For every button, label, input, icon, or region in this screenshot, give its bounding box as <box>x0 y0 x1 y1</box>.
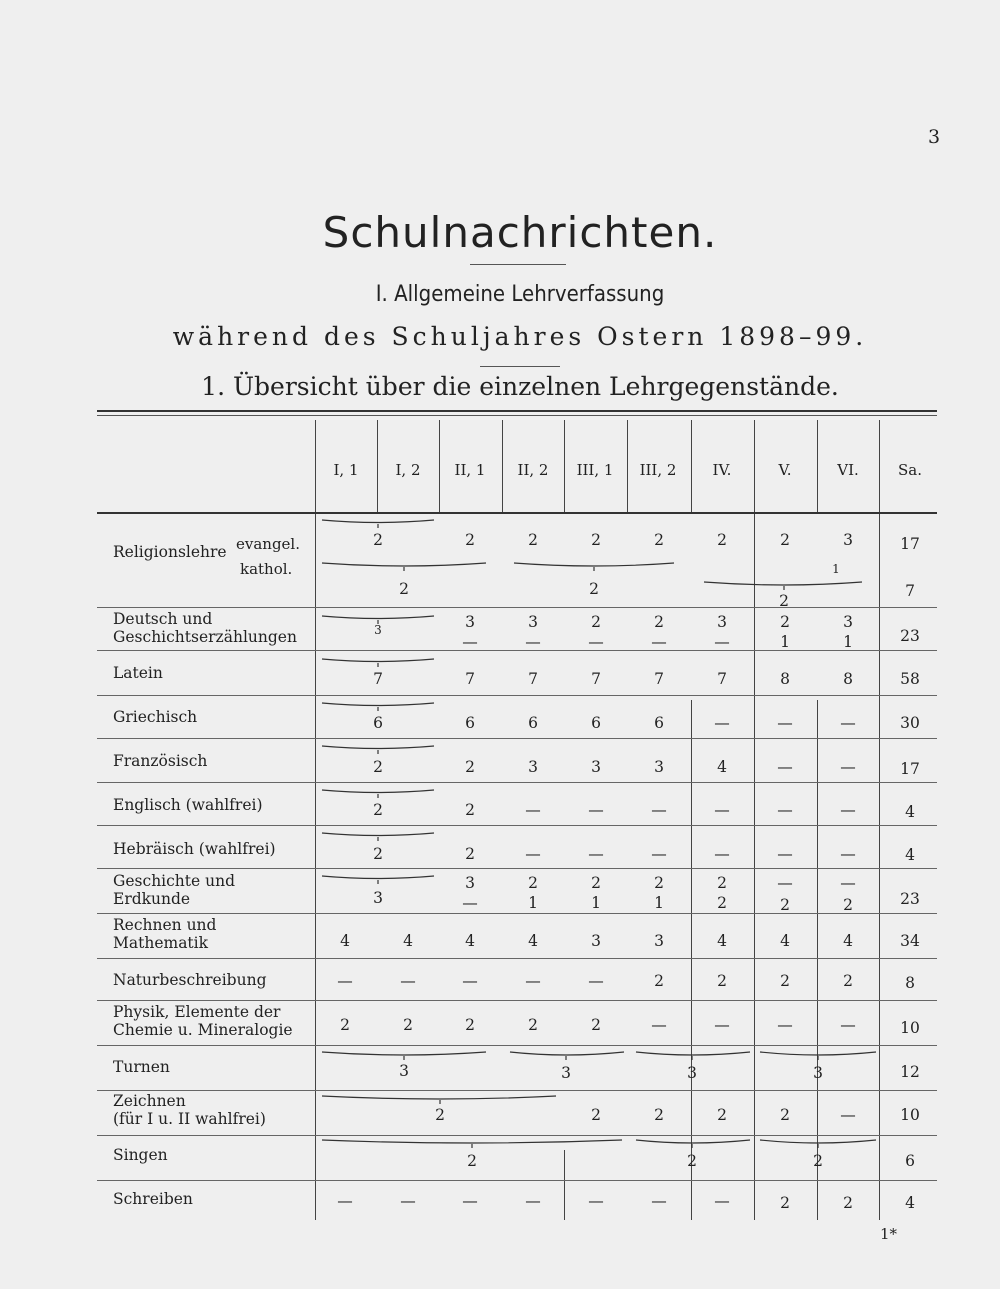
cell: 6 <box>591 714 601 732</box>
cell: 2 <box>717 1106 727 1124</box>
cell: 2 <box>717 531 727 549</box>
cell: 2 <box>780 1106 790 1124</box>
cell: 3 <box>717 613 727 631</box>
cell: — <box>714 1016 730 1034</box>
cell: — <box>651 1016 667 1034</box>
row-sublabel-evangel: evangel. <box>236 535 300 553</box>
cell: 2 <box>465 845 475 863</box>
cell: 2 <box>779 592 789 610</box>
row-sum: 23 <box>900 890 920 908</box>
cell: 3 <box>465 613 475 631</box>
cell: — <box>777 758 793 776</box>
cell: — <box>651 801 667 819</box>
cell: 2 <box>843 1194 853 1212</box>
cell: 3 <box>843 613 853 631</box>
cell: 3 <box>399 1062 409 1080</box>
cell: 2 <box>373 801 383 819</box>
cell: — <box>588 633 604 651</box>
cell: 1 <box>654 894 664 912</box>
row-label: Schreiben <box>113 1190 193 1208</box>
cell: 7 <box>591 670 601 688</box>
cell: 2 <box>528 874 538 892</box>
cell: 2 <box>528 1016 538 1034</box>
row-label: Zeichnen (für I u. II wahlfrei) <box>113 1092 266 1128</box>
cell: — <box>840 714 856 732</box>
cell: 4 <box>340 932 350 950</box>
cell: 4 <box>403 932 413 950</box>
subsection-heading: während des Schuljahres Ostern 1898–99. <box>172 322 868 351</box>
cell: — <box>714 845 730 863</box>
cell: — <box>588 845 604 863</box>
row-sum: 34 <box>900 932 920 950</box>
cell: 3 <box>813 1064 823 1082</box>
cell: 3 <box>843 531 853 549</box>
cell: 2 <box>373 845 383 863</box>
cell: 3 <box>528 613 538 631</box>
row-label: Französisch <box>113 752 208 770</box>
cell: 8 <box>780 670 790 688</box>
cell: 3 <box>654 932 664 950</box>
cell: 2 <box>843 896 853 914</box>
col-header: VI. <box>837 461 859 479</box>
cell: 2 <box>780 1194 790 1212</box>
cell: 1 <box>780 633 790 651</box>
cell: — <box>525 972 541 990</box>
cell: 2 <box>591 613 601 631</box>
cell: — <box>777 845 793 863</box>
row-sum: 4 <box>905 846 915 864</box>
cell: 4 <box>465 932 475 950</box>
cell: 7 <box>528 670 538 688</box>
cell: — <box>777 874 793 892</box>
cell: 2 <box>589 580 599 598</box>
cell: 2 <box>780 896 790 914</box>
cell: 2 <box>717 894 727 912</box>
cell: 2 <box>465 758 475 776</box>
cell: 4 <box>780 932 790 950</box>
cell: 1 <box>832 562 840 576</box>
cell: 2 <box>465 531 475 549</box>
row-sum: 12 <box>900 1063 920 1081</box>
row-label: Singen <box>113 1146 168 1164</box>
cell: 3 <box>561 1064 571 1082</box>
cell: 2 <box>780 531 790 549</box>
cell: 2 <box>717 972 727 990</box>
col-header: II, 2 <box>517 461 549 479</box>
row-sum: 23 <box>900 627 920 645</box>
cell: — <box>714 1192 730 1210</box>
row-sum: 6 <box>905 1152 915 1170</box>
cell: 3 <box>687 1064 697 1082</box>
cell: — <box>462 1192 478 1210</box>
row-label-religion: Religionslehre <box>113 543 227 561</box>
cell: 6 <box>654 714 664 732</box>
cell: 4 <box>843 932 853 950</box>
cell: — <box>400 972 416 990</box>
col-header: III, 1 <box>576 461 614 479</box>
cell: 2 <box>813 1152 823 1170</box>
cell: 2 <box>467 1152 477 1170</box>
cell: 6 <box>465 714 475 732</box>
cell: 2 <box>373 758 383 776</box>
row-label: Turnen <box>113 1058 170 1076</box>
cell: 6 <box>528 714 538 732</box>
cell: 6 <box>373 714 383 732</box>
cell: — <box>651 1192 667 1210</box>
col-header: IV. <box>712 461 732 479</box>
row-label: Deutsch und Geschichtserzählungen <box>113 610 297 646</box>
row-sum: 10 <box>900 1019 920 1037</box>
cell: 7 <box>373 670 383 688</box>
cell: 2 <box>843 972 853 990</box>
cell: 1 <box>591 894 601 912</box>
cell: 4 <box>717 932 727 950</box>
row-label: Geschichte und Erdkunde <box>113 872 236 908</box>
cell: — <box>714 714 730 732</box>
cell: — <box>525 801 541 819</box>
cell: — <box>400 1192 416 1210</box>
cell: 3 <box>373 889 383 907</box>
cell: 1 <box>843 633 853 651</box>
cell: 2 <box>591 1016 601 1034</box>
cell: 2 <box>399 580 409 598</box>
cell: — <box>525 633 541 651</box>
row-label: Hebräisch (wahlfrei) <box>113 840 276 858</box>
cell: 7 <box>654 670 664 688</box>
row-sublabel-kathol: kathol. <box>240 560 293 578</box>
row-sum: 17 <box>900 535 920 553</box>
cell: — <box>840 758 856 776</box>
cell: 2 <box>654 972 664 990</box>
row-label: Physik, Elemente der Chemie u. Mineralogie <box>113 1003 293 1039</box>
cell: 2 <box>591 874 601 892</box>
cell: — <box>462 633 478 651</box>
cell: 2 <box>780 972 790 990</box>
cell: 2 <box>465 801 475 819</box>
cell: 3 <box>591 932 601 950</box>
row-sum: 4 <box>905 1194 915 1212</box>
cell: — <box>462 894 478 912</box>
row-sum: 17 <box>900 760 920 778</box>
cell: — <box>777 1016 793 1034</box>
cell: 2 <box>687 1152 697 1170</box>
cell: 3 <box>465 874 475 892</box>
cell: 3 <box>528 758 538 776</box>
cell: 2 <box>591 1106 601 1124</box>
col-header: I, 2 <box>395 461 421 479</box>
row-sum: 8 <box>905 974 915 992</box>
row-label: Rechnen und Mathematik <box>113 916 217 952</box>
cell: 2 <box>435 1106 445 1124</box>
col-header: Sa. <box>898 461 922 479</box>
cell: 2 <box>717 874 727 892</box>
row-label: Griechisch <box>113 708 198 726</box>
page-number: 3 <box>928 126 941 148</box>
footnote-mark: 1* <box>880 1225 898 1243</box>
row-label: Naturbeschreibung <box>113 971 267 989</box>
cell: — <box>588 972 604 990</box>
cell: — <box>777 801 793 819</box>
cell: 3 <box>591 758 601 776</box>
cell: 2 <box>654 613 664 631</box>
cell: 4 <box>717 758 727 776</box>
row-label: Latein <box>113 664 163 682</box>
row-sum: 7 <box>905 582 915 600</box>
cell: — <box>337 972 353 990</box>
cell: 7 <box>465 670 475 688</box>
cell: — <box>840 1016 856 1034</box>
cell: 2 <box>654 874 664 892</box>
cell: — <box>840 1106 856 1124</box>
cell: — <box>588 1192 604 1210</box>
cell: 2 <box>780 613 790 631</box>
cell: 2 <box>591 531 601 549</box>
cell: 7 <box>717 670 727 688</box>
cell: 2 <box>528 531 538 549</box>
cell: 8 <box>843 670 853 688</box>
cell: — <box>462 972 478 990</box>
row-label: Englisch (wahlfrei) <box>113 796 263 814</box>
cell: — <box>525 845 541 863</box>
col-header: I, 1 <box>333 461 359 479</box>
cell: 2 <box>403 1016 413 1034</box>
cell: 2 <box>465 1016 475 1034</box>
section-heading: I. Allgemeine Lehrverfassung <box>375 282 665 307</box>
table-heading: 1. Übersicht über die einzelnen Lehrgegenstände. <box>201 372 839 401</box>
row-sum: 58 <box>900 670 920 688</box>
cell: — <box>525 1192 541 1210</box>
cell: — <box>588 801 604 819</box>
cell: 2 <box>373 531 383 549</box>
cell: — <box>651 633 667 651</box>
cell: 2 <box>654 1106 664 1124</box>
row-sum: 10 <box>900 1106 920 1124</box>
col-header: III, 2 <box>639 461 677 479</box>
row-sum: 4 <box>905 803 915 821</box>
cell: — <box>651 845 667 863</box>
cell: 3 <box>374 623 382 637</box>
cell: 3 <box>654 758 664 776</box>
cell: — <box>337 1192 353 1210</box>
cell: 2 <box>340 1016 350 1034</box>
cell: 2 <box>654 531 664 549</box>
cell: — <box>840 801 856 819</box>
col-header: II, 1 <box>454 461 486 479</box>
cell: 4 <box>528 932 538 950</box>
cell: — <box>714 633 730 651</box>
cell: 1 <box>528 894 538 912</box>
cell: — <box>777 714 793 732</box>
col-header: V. <box>778 461 792 479</box>
cell: — <box>840 845 856 863</box>
row-sum: 30 <box>900 714 920 732</box>
cell: — <box>840 874 856 892</box>
cell: — <box>714 801 730 819</box>
page-title: Schulnachrichten. <box>322 208 718 257</box>
